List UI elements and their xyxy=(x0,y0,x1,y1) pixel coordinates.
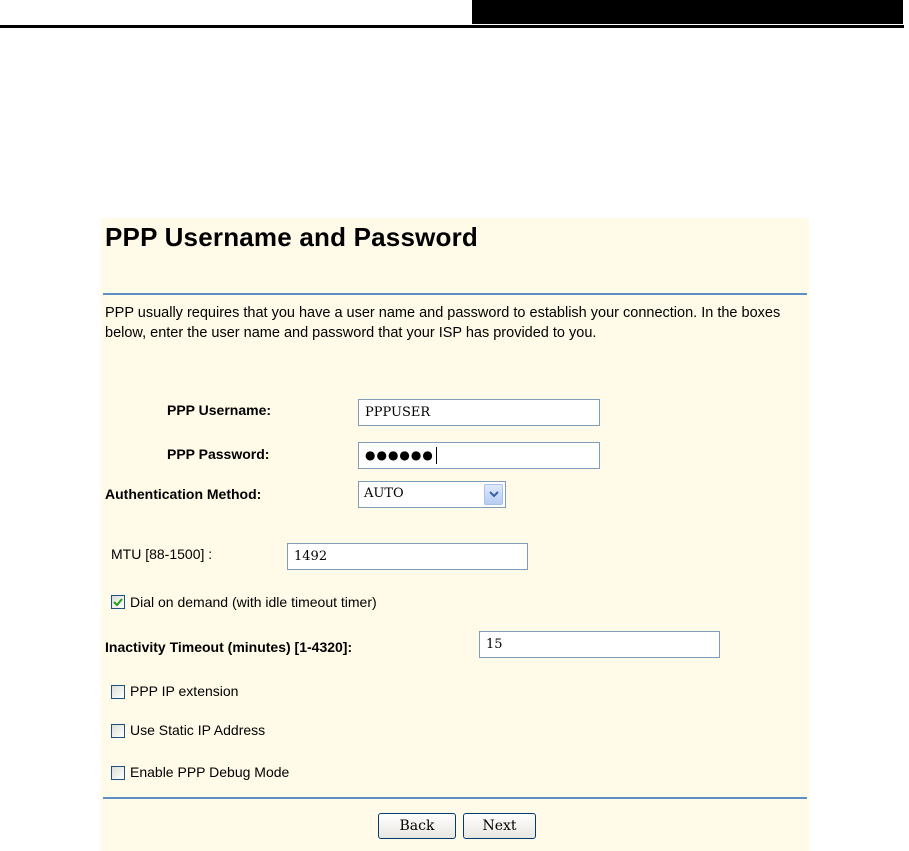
dial-on-demand-label: Dial on demand (with idle timeout timer) xyxy=(130,594,377,610)
username-label: PPP Username: xyxy=(167,402,272,418)
username-input[interactable]: PPPUSER xyxy=(358,399,600,426)
mtu-label: MTU [88-1500] : xyxy=(111,546,213,562)
password-label: PPP Password: xyxy=(167,446,270,462)
bottom-divider xyxy=(103,797,807,799)
enable-debug-checkbox[interactable] xyxy=(111,766,125,780)
auth-method-select[interactable] xyxy=(358,481,506,508)
description-text: PPP usually requires that you have a user name and password to establish your connection. In the boxes below, enter the user name and password that your ISP has provided to you. xyxy=(105,305,781,341)
auth-method-label: Authentication Method: xyxy=(105,486,262,502)
text-caret xyxy=(436,447,437,464)
ppp-ip-extension-checkbox[interactable] xyxy=(111,685,125,699)
password-input[interactable] xyxy=(358,442,600,469)
next-button[interactable]: Next xyxy=(463,813,536,839)
ppp-ip-extension-label: PPP IP extension xyxy=(130,683,239,699)
checkmark-icon xyxy=(113,597,123,607)
dial-on-demand-checkbox[interactable] xyxy=(111,595,125,609)
mtu-input[interactable]: 1492 xyxy=(287,543,528,570)
password-mask: ●●●●●● xyxy=(365,448,434,462)
inactivity-timeout-label: Inactivity Timeout (minutes) [1-4320]: xyxy=(105,639,353,655)
enable-debug-label: Enable PPP Debug Mode xyxy=(130,764,290,780)
ppp-settings-panel xyxy=(101,218,809,851)
chevron-down-icon[interactable] xyxy=(484,484,503,505)
top-divider xyxy=(103,293,807,295)
auth-method-value: AUTO xyxy=(364,486,404,501)
inactivity-timeout-input[interactable]: 15 xyxy=(479,631,720,658)
page-title: PPP Username and Password xyxy=(105,222,479,252)
back-button[interactable]: Back xyxy=(378,813,456,839)
header-rule xyxy=(0,25,904,28)
header-black-bar xyxy=(472,0,903,24)
use-static-ip-label: Use Static IP Address xyxy=(130,722,266,738)
use-static-ip-checkbox[interactable] xyxy=(111,724,125,738)
